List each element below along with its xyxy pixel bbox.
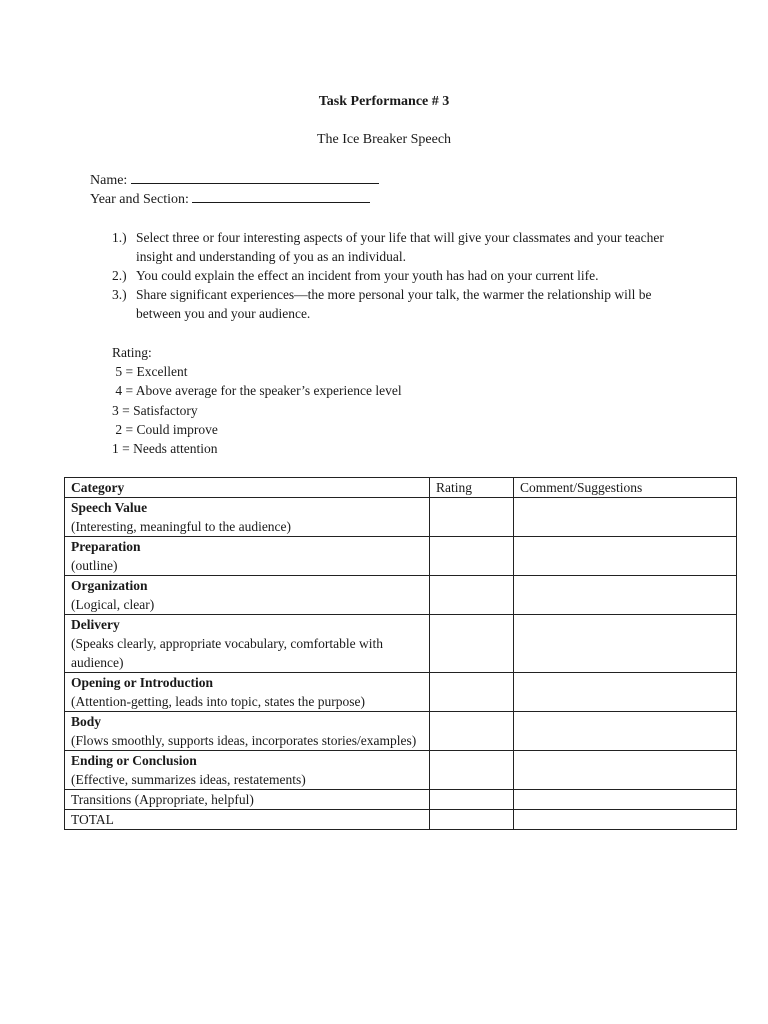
rating-cell[interactable] <box>430 790 514 810</box>
comment-cell[interactable] <box>514 537 737 576</box>
instruction-number: 1.) <box>112 230 127 245</box>
category-description: (Flows smoothly, supports ideas, incorporates stories/examples) <box>71 733 417 748</box>
instruction-item <box>112 266 682 285</box>
table-row <box>65 712 737 751</box>
rating-level: 5 = Excellent <box>112 364 188 380</box>
rating-level: 2 = Could improve <box>112 421 218 437</box>
year-section-label: Year and Section: <box>90 192 189 207</box>
comment-cell[interactable] <box>514 751 737 790</box>
category-title: Body <box>71 714 102 729</box>
rating-cell[interactable] <box>430 537 514 576</box>
table-row <box>65 673 737 712</box>
table-row <box>65 576 737 615</box>
instruction-item <box>112 228 682 266</box>
rating-cell[interactable] <box>430 498 514 537</box>
comment-cell[interactable] <box>514 712 737 751</box>
instruction-item <box>112 285 682 323</box>
rating-cell[interactable] <box>430 810 514 830</box>
category-description: (Effective, summarizes ideas, restatements) <box>71 772 306 787</box>
table-row <box>65 498 737 537</box>
header-rating: Rating <box>430 478 514 498</box>
comment-cell[interactable] <box>514 790 737 810</box>
instruction-text: Share significant experiences—the more personal your talk, the warmer the relationship will be between you and your audience. <box>136 287 652 321</box>
comment-cell[interactable] <box>514 498 737 537</box>
rating-scale <box>112 343 402 458</box>
category-cell <box>65 751 430 790</box>
category-description: (outline) <box>71 558 118 573</box>
page-title: Task Performance # 3 <box>318 94 450 109</box>
category-title: Delivery <box>71 617 120 632</box>
category-title: Opening or Introduction <box>71 675 214 690</box>
table-row <box>65 615 737 673</box>
category-title: Preparation <box>71 539 141 554</box>
comment-cell[interactable] <box>514 615 737 673</box>
category-description: (Logical, clear) <box>71 597 155 612</box>
category-description: Transitions (Appropriate, helpful) <box>71 792 254 807</box>
category-title: Speech Value <box>71 500 148 515</box>
rubric-table <box>64 477 737 830</box>
comment-cell[interactable] <box>514 576 737 615</box>
name-field[interactable] <box>90 171 379 189</box>
instruction-text: Select three or four interesting aspects of your life that will give your classmates and your teacher insight and understanding of you as an individual. <box>136 230 664 264</box>
category-cell <box>65 576 430 615</box>
category-cell <box>65 712 430 751</box>
table-row-total <box>65 810 737 830</box>
header-comment: Comment/Suggestions <box>514 478 737 498</box>
category-cell <box>65 790 430 810</box>
category-title: Ending or Conclusion <box>71 753 197 768</box>
rating-cell[interactable] <box>430 576 514 615</box>
category-cell <box>65 673 430 712</box>
rating-level: 4 = Above average for the speaker’s experience level <box>112 383 402 399</box>
category-cell <box>65 810 430 830</box>
category-description: (Attention-getting, leads into topic, states the purpose) <box>71 694 365 709</box>
name-label: Name: <box>90 173 128 188</box>
category-cell <box>65 537 430 576</box>
comment-cell[interactable] <box>514 810 737 830</box>
category-cell <box>65 615 430 673</box>
rating-cell[interactable] <box>430 615 514 673</box>
table-header-row <box>65 478 737 498</box>
instructions-list <box>112 228 682 323</box>
year-section-field[interactable] <box>90 190 370 208</box>
rating-heading: Rating: <box>112 345 152 360</box>
table-row <box>65 537 737 576</box>
year-section-blank-line[interactable] <box>192 190 370 203</box>
rating-level: 3 = Satisfactory <box>112 402 198 418</box>
category-description: (Speaks clearly, appropriate vocabulary, comfortable with audience) <box>71 636 383 670</box>
table-row <box>65 790 737 810</box>
comment-cell[interactable] <box>514 673 737 712</box>
instruction-number: 2.) <box>112 268 127 283</box>
rating-cell[interactable] <box>430 751 514 790</box>
category-title: Organization <box>71 578 148 593</box>
name-blank-line[interactable] <box>131 171 379 184</box>
instruction-text: You could explain the effect an incident from your youth has had on your current life. <box>136 268 599 283</box>
instruction-number: 3.) <box>112 287 127 302</box>
category-cell <box>65 498 430 537</box>
category-description: (Interesting, meaningful to the audience) <box>71 519 292 534</box>
header-category: Category <box>65 478 430 498</box>
rating-cell[interactable] <box>430 673 514 712</box>
rating-level: 1 = Needs attention <box>112 441 218 457</box>
total-label: TOTAL <box>71 812 114 827</box>
page-subtitle: The Ice Breaker Speech <box>316 132 452 147</box>
table-row <box>65 751 737 790</box>
rating-cell[interactable] <box>430 712 514 751</box>
